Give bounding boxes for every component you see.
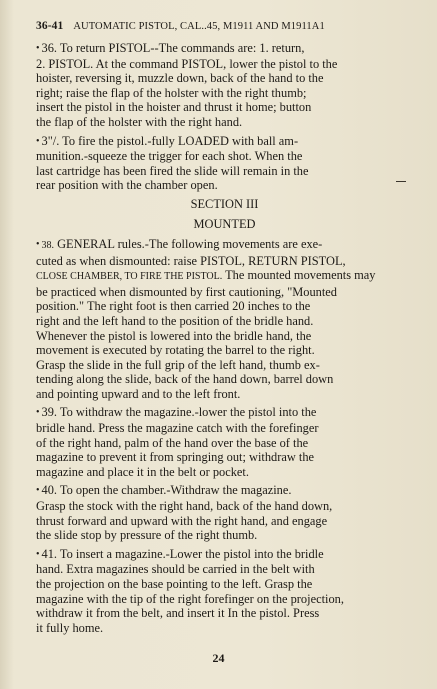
paragraph-38-number: 38.: [41, 239, 55, 251]
header-paragraph-range: 36-41: [36, 20, 64, 32]
paragraph-41-text: 41. To insert a magazine.-Lower the pistol into the bridle hand. Extra magazines should be carried in the belt with the projection on the base pointing to the left. Grasp the magazine with the tip of the right forefinger on the projection, withdraw it from the belt, and insert it In the pistol. Press it fully home.: [36, 546, 344, 635]
bullet-icon: •: [36, 407, 40, 419]
bullet-icon: •: [36, 135, 40, 147]
paragraph-36-text: 36. To return PISTOL--The commands are: 1. return, 2. PISTOL. At the command PISTOL, lower the pistol to the hoister, reversing it, muzzle down, back of the hand to the right; raise the flap of the holster with the right thumb; insert the pistol in the hoister and thrust it home; button the flap of the holster with the right hand.: [36, 41, 338, 129]
paragraph-38-lead: GENERAL rules.-The following movements are exe- cuted as when dismounted: raise PISTOL, RETURN PISTOL,: [36, 236, 346, 268]
paragraph-37: [36, 134, 413, 193]
paragraph-39-text: 39. To withdraw the magazine.-lower the pistol into the bridle hand. Press the magazine catch with the forefinger of the right hand, palm of the hand over the base of the magazine to prevent it from springing out; withdraw the magazine and place it in the belt or pocket.: [36, 405, 319, 479]
section-title: MOUNTED: [193, 216, 256, 231]
paragraph-38: [36, 237, 413, 402]
section-label: SECTION III: [190, 196, 259, 211]
header-title: AUTOMATIC PISTOL, CAL..45, M1911 AND M1911A1: [73, 21, 325, 32]
running-header: [36, 20, 413, 32]
bullet-icon: •: [36, 43, 40, 54]
paragraph-37-text: 3"/. To fire the pistol.-fully LOADED with ball am- munition.-squeeze the trigger for each shot. When the last cartridge has been fired the slide will remain in the rear position with the chamber open.: [36, 133, 309, 193]
paragraph-39: [36, 405, 413, 479]
margin-dash-mark: [396, 181, 406, 182]
paragraph-40-text: 40. To open the chamber.-Withdraw the magazine. Grasp the stock with the right hand, back of the hand down, thrust forward and upward with the right hand, and engage the slide stop by pressure of the right thumb.: [36, 483, 333, 543]
bullet-icon: •: [36, 485, 40, 497]
paragraph-36: [36, 41, 413, 130]
page-number: 24: [212, 651, 225, 665]
bullet-icon: •: [36, 548, 40, 560]
paragraph-41: [36, 547, 413, 636]
paragraph-38-smallcaps: CLOSE CHAMBER, TO FIRE THE PISTOL.: [36, 271, 223, 283]
paragraph-40: [36, 483, 413, 542]
paragraph-38-rest: The mounted movements may be practiced when dismounted by first cautioning, "Mounted position." The right foot is then carried 20 inches to the right and the left hand to the position of the bridle hand. Whenever the pistol is lowered into the bridle hand, the movement is executed by rotating the barrel to the right. Grasp the slide in the full grip of the left hand, thumb ex- tending along the slide, back of the hand down, barrel down and pointing upward and to the left front.: [36, 268, 376, 401]
bullet-icon: •: [36, 238, 40, 250]
